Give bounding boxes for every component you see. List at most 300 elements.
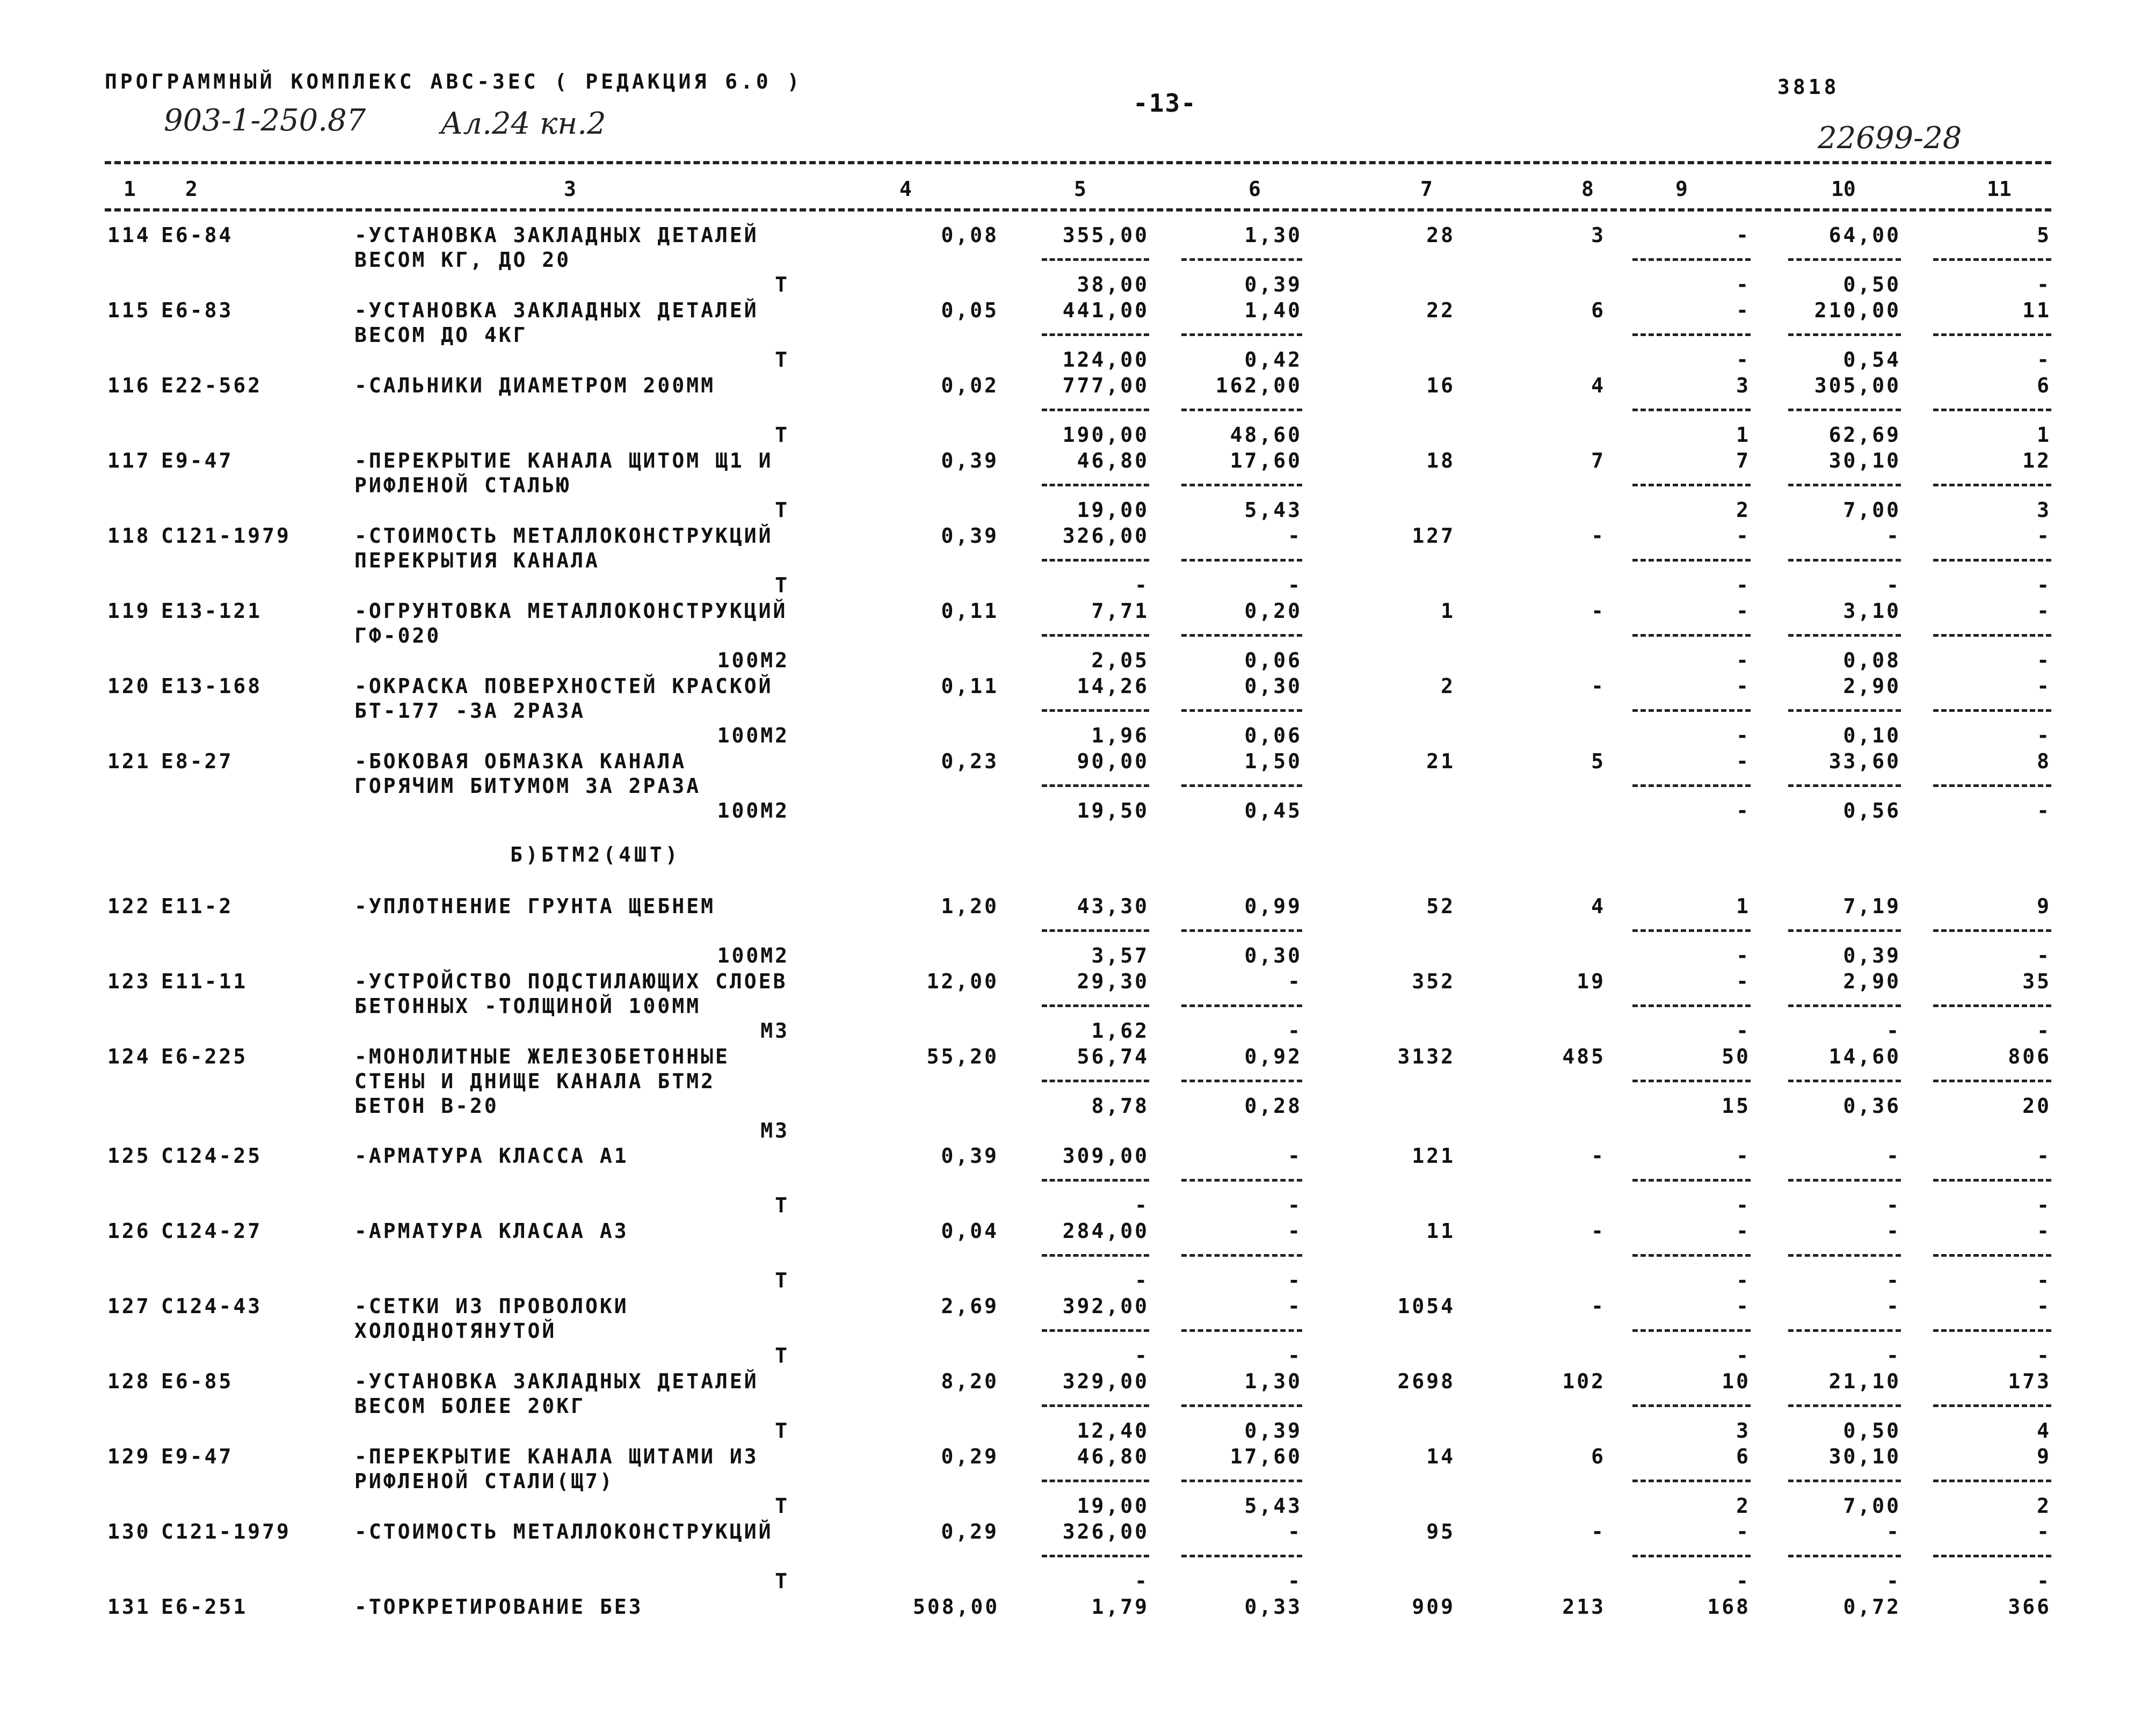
row-unit-price-2-b: - <box>1288 1193 1302 1217</box>
cell-separator <box>1632 929 1751 932</box>
cell-separator <box>1632 484 1751 486</box>
row-total-3-b: 15 <box>1722 1094 1751 1118</box>
row-unit-price-b: 12,40 <box>1077 1419 1149 1443</box>
col-header-6: 6 <box>1248 177 1261 201</box>
row-description-cont: БТ-177 -ЗА 2РАЗА <box>354 699 586 723</box>
cell-separator <box>1042 929 1149 932</box>
row-total-cost: 21 <box>1426 749 1455 773</box>
row-description: -ТОРКРЕТИРОВАНИЕ БЕЗ <box>354 1595 643 1619</box>
page-number: -13- <box>1133 89 1197 118</box>
cell-separator <box>1632 559 1751 562</box>
row-labor: 64,00 <box>1828 223 1901 247</box>
row-labor-b: 0,50 <box>1843 1419 1901 1443</box>
row-total-3: 1 <box>1736 894 1751 918</box>
row-labor-b: - <box>1886 1344 1901 1367</box>
row-total-2: 213 <box>1562 1595 1606 1619</box>
row-labor: 30,10 <box>1828 449 1901 472</box>
row-number: 118 <box>107 524 151 548</box>
row-code: Е6-251 <box>161 1595 248 1619</box>
cell-separator <box>1933 1004 2051 1007</box>
row-total-3: - <box>1736 1520 1751 1543</box>
row-labor-b: - <box>1886 1193 1901 1217</box>
row-total-3: - <box>1736 223 1751 247</box>
row-unit-price: 46,80 <box>1077 1445 1149 1468</box>
row-total-2: 5 <box>1591 749 1606 773</box>
row-description: -УПЛОТНЕНИЕ ГРУНТА ЩЕБНЕМ <box>354 894 715 918</box>
row-labor-total-b: - <box>2037 724 2051 747</box>
cell-separator <box>1933 1179 2051 1182</box>
row-unit-price-b: 190,00 <box>1062 423 1149 447</box>
row-total-cost: 95 <box>1426 1520 1455 1543</box>
cell-separator <box>1042 1254 1149 1257</box>
row-total-3-b: - <box>1736 944 1751 967</box>
row-description: -МОНОЛИТНЫЕ ЖЕЛЕЗОБЕТОННЫЕ <box>354 1045 730 1068</box>
row-total-2: 4 <box>1591 894 1606 918</box>
row-code: Е11-11 <box>161 970 248 993</box>
row-labor: 2,90 <box>1843 970 1901 993</box>
row-number: 122 <box>107 894 151 918</box>
column-header-row <box>105 173 2051 205</box>
row-code: Е6-85 <box>161 1369 234 1393</box>
cell-separator <box>1042 1555 1149 1557</box>
row-total-3-b: - <box>1736 724 1751 747</box>
cell-separator <box>1042 559 1149 562</box>
row-description: -БОКОВАЯ ОБМАЗКА КАНАЛА <box>354 749 687 773</box>
cell-separator <box>1933 1555 2051 1557</box>
cell-separator <box>1788 409 1901 411</box>
row-labor: 30,10 <box>1828 1445 1901 1468</box>
cell-separator <box>1788 1080 1901 1082</box>
row-number: 131 <box>107 1595 151 1619</box>
row-unit: Т <box>775 1344 789 1367</box>
row-number: 121 <box>107 749 151 773</box>
row-labor-total-b: - <box>2037 1019 2051 1043</box>
row-labor: 305,00 <box>1814 374 1901 397</box>
row-total-2: 19 <box>1577 970 1606 993</box>
row-description: -ОГРУНТОВКА МЕТАЛЛОКОНСТРУКЦИЙ <box>354 599 788 623</box>
row-unit: 100М2 <box>717 799 789 822</box>
row-labor: 33,60 <box>1828 749 1901 773</box>
row-unit-price: 309,00 <box>1062 1144 1149 1168</box>
row-labor-b: - <box>1886 1569 1901 1593</box>
row-unit-price-b: - <box>1135 1269 1149 1292</box>
row-labor-b: 0,50 <box>1843 273 1901 296</box>
doc-number: 3818 <box>1777 75 1840 99</box>
cell-separator <box>1933 333 2051 336</box>
cell-separator <box>1788 929 1901 932</box>
row-labor-total: 35 <box>2022 970 2051 993</box>
cell-separator <box>1042 1404 1149 1407</box>
handwritten-album-ref: Ал.24 кн.2 <box>440 106 606 141</box>
cell-separator <box>1181 1329 1302 1332</box>
row-labor: - <box>1886 1219 1901 1243</box>
cell-separator <box>1042 1004 1149 1007</box>
row-labor-b: 0,39 <box>1843 944 1901 967</box>
row-quantity: 8,20 <box>941 1369 999 1393</box>
row-description-cont: РИФЛЕНОЙ СТАЛИ(Щ7) <box>354 1469 614 1493</box>
cell-separator <box>1632 1480 1751 1482</box>
row-labor-total-b: - <box>2037 649 2051 672</box>
col-header-3: 3 <box>564 177 576 201</box>
cell-separator <box>1181 1179 1302 1182</box>
cell-separator <box>1181 559 1302 562</box>
cell-separator <box>1181 1555 1302 1557</box>
row-unit-price-b: 3,57 <box>1091 944 1149 967</box>
row-unit-price-2: 17,60 <box>1230 1445 1302 1468</box>
row-total-3: 168 <box>1707 1595 1751 1619</box>
row-unit-price-2-b: 0,06 <box>1244 724 1302 747</box>
cell-separator <box>1632 709 1751 712</box>
row-labor: - <box>1886 1294 1901 1318</box>
row-unit: Т <box>775 348 789 371</box>
cell-separator <box>1788 1179 1901 1182</box>
cell-separator <box>1788 784 1901 787</box>
row-code: Е13-168 <box>161 674 263 698</box>
row-unit-price-2: - <box>1288 524 1302 548</box>
row-total-3-b: - <box>1736 1569 1751 1593</box>
col-header-1: 1 <box>124 177 136 201</box>
row-unit-price: 14,26 <box>1077 674 1149 698</box>
cell-separator <box>1042 258 1149 261</box>
row-labor-total: - <box>2037 1144 2051 1168</box>
row-total-cost: 121 <box>1412 1144 1455 1168</box>
row-description-cont: РИФЛЕНОЙ СТАЛЬЮ <box>354 473 571 497</box>
cell-separator <box>1042 1480 1149 1482</box>
row-labor-total: 8 <box>2037 749 2051 773</box>
row-labor-total: - <box>2037 599 2051 623</box>
row-unit: Т <box>775 273 789 296</box>
header-rule-bottom <box>105 208 2051 212</box>
cell-separator <box>1933 929 2051 932</box>
row-unit-price-2: - <box>1288 970 1302 993</box>
row-unit-price-2-b: - <box>1288 1569 1302 1593</box>
cell-separator <box>1933 1254 2051 1257</box>
row-labor-total: - <box>2037 1294 2051 1318</box>
row-labor-b: 62,69 <box>1828 423 1901 447</box>
row-total-2: - <box>1591 1219 1606 1243</box>
row-unit-price-2: 0,92 <box>1244 1045 1302 1068</box>
row-unit: М3 <box>760 1119 789 1142</box>
row-labor-total: - <box>2037 1520 2051 1543</box>
row-total-2: 6 <box>1591 1445 1606 1468</box>
cell-separator <box>1933 409 2051 411</box>
cell-separator <box>1933 784 2051 787</box>
cell-separator <box>1788 1555 1901 1557</box>
row-unit: 100М2 <box>717 944 789 967</box>
row-description-cont: БЕТОН В-20 <box>354 1094 499 1118</box>
cell-separator <box>1933 1480 2051 1482</box>
row-code: С124-25 <box>161 1144 263 1168</box>
row-number: 125 <box>107 1144 151 1168</box>
row-labor-total: 6 <box>2037 374 2051 397</box>
row-unit-price: 284,00 <box>1062 1219 1149 1243</box>
row-labor-total-b: 4 <box>2037 1419 2051 1443</box>
cell-separator <box>1042 409 1149 411</box>
row-unit-price-b: 19,00 <box>1077 1494 1149 1518</box>
row-labor-total-b: 2 <box>2037 1494 2051 1518</box>
row-total-3-b: - <box>1736 1344 1751 1367</box>
row-labor-total: - <box>2037 524 2051 548</box>
row-number: 124 <box>107 1045 151 1068</box>
cell-separator <box>1181 1254 1302 1257</box>
row-code: Е8-27 <box>161 749 234 773</box>
col-header-10: 10 <box>1831 177 1856 201</box>
row-quantity: 55,20 <box>926 1045 999 1068</box>
row-total-2: - <box>1591 1144 1606 1168</box>
row-description-cont: ГОРЯЧИМ БИТУМОМ ЗА 2РАЗА <box>354 774 701 798</box>
row-unit-price: 7,71 <box>1091 599 1149 623</box>
section-title: Б)БТМ2(4ШТ) <box>510 843 681 866</box>
cell-separator <box>1632 1329 1751 1332</box>
row-quantity: 0,29 <box>941 1520 999 1543</box>
row-number: 119 <box>107 599 151 623</box>
row-number: 129 <box>107 1445 151 1468</box>
row-quantity: 0,04 <box>941 1219 999 1243</box>
row-total-2: - <box>1591 524 1606 548</box>
row-unit-price: 777,00 <box>1062 374 1149 397</box>
cell-separator <box>1788 1480 1901 1482</box>
cell-separator <box>1181 333 1302 336</box>
row-unit-price: 441,00 <box>1062 298 1149 322</box>
row-total-3: 3 <box>1736 374 1751 397</box>
row-code: Е9-47 <box>161 449 234 472</box>
row-unit-price-b: - <box>1135 1193 1149 1217</box>
cell-separator <box>1181 1004 1302 1007</box>
row-unit-price: 355,00 <box>1062 223 1149 247</box>
row-total-2: 102 <box>1562 1369 1606 1393</box>
row-description: -ПЕРЕКРЫТИЕ КАНАЛА ЩИТАМИ ИЗ <box>354 1445 759 1468</box>
row-unit-price: 90,00 <box>1077 749 1149 773</box>
row-description: -АРМАТУРА КЛАСАА А3 <box>354 1219 629 1243</box>
cell-separator <box>1788 634 1901 637</box>
row-number: 115 <box>107 298 151 322</box>
cell-separator <box>1042 1179 1149 1182</box>
row-total-3: 7 <box>1736 449 1751 472</box>
row-labor-total: - <box>2037 1219 2051 1243</box>
row-total-cost: 3132 <box>1397 1045 1455 1068</box>
col-header-4: 4 <box>899 177 912 201</box>
row-total-cost: 52 <box>1426 894 1455 918</box>
row-total-cost: 1 <box>1441 599 1455 623</box>
cell-separator <box>1632 1555 1751 1557</box>
row-total-3-b: 2 <box>1736 1494 1751 1518</box>
row-total-3: - <box>1736 674 1751 698</box>
row-labor: - <box>1886 1520 1901 1543</box>
row-quantity: 2,69 <box>941 1294 999 1318</box>
row-quantity: 0,23 <box>941 749 999 773</box>
row-total-3-b: - <box>1736 1269 1751 1292</box>
row-labor: 0,72 <box>1843 1595 1901 1619</box>
row-total-cost: 909 <box>1412 1595 1455 1619</box>
row-quantity: 0,05 <box>941 298 999 322</box>
cell-separator <box>1788 1404 1901 1407</box>
row-code: С121-1979 <box>161 524 291 548</box>
row-unit-price-2-b: 5,43 <box>1244 498 1302 522</box>
row-unit-price-b: 1,62 <box>1091 1019 1149 1043</box>
row-total-3: 10 <box>1722 1369 1751 1393</box>
row-labor-total: 9 <box>2037 894 2051 918</box>
cell-separator <box>1788 1254 1901 1257</box>
row-labor-total-b: 3 <box>2037 498 2051 522</box>
cell-separator <box>1181 634 1302 637</box>
row-total-3: - <box>1736 970 1751 993</box>
row-description: -САЛЬНИКИ ДИАМЕТРОМ 200ММ <box>354 374 715 397</box>
row-labor: 210,00 <box>1814 298 1901 322</box>
row-unit-price-2: - <box>1288 1144 1302 1168</box>
row-labor: 3,10 <box>1843 599 1901 623</box>
cell-separator <box>1181 484 1302 486</box>
row-labor: - <box>1886 1144 1901 1168</box>
row-quantity: 0,39 <box>941 449 999 472</box>
cell-separator <box>1181 1404 1302 1407</box>
row-labor-total-b: - <box>2037 1344 2051 1367</box>
row-quantity: 0,08 <box>941 223 999 247</box>
row-description-cont: БЕТОННЫХ -ТОЛЩИНОЙ 100ММ <box>354 994 701 1018</box>
row-labor-total-b: - <box>2037 573 2051 597</box>
row-number: 120 <box>107 674 151 698</box>
row-total-2: 6 <box>1591 298 1606 322</box>
row-total-cost: 352 <box>1412 970 1455 993</box>
cell-separator <box>1632 1080 1751 1082</box>
row-total-cost: 2 <box>1441 674 1455 698</box>
cell-separator <box>1788 1329 1901 1332</box>
row-code: Е6-84 <box>161 223 234 247</box>
row-total-3-b: - <box>1736 1019 1751 1043</box>
row-total-cost: 127 <box>1412 524 1455 548</box>
row-unit: Т <box>775 1419 789 1443</box>
row-unit-price-2: - <box>1288 1294 1302 1318</box>
row-total-3: - <box>1736 1294 1751 1318</box>
cell-separator <box>1933 559 2051 562</box>
row-description-cont: СТЕНЫ И ДНИЩЕ КАНАЛА БТМ2 <box>354 1069 715 1093</box>
row-labor-total: 11 <box>2022 298 2051 322</box>
row-labor-total-b: - <box>2037 1269 2051 1292</box>
row-total-cost: 1054 <box>1397 1294 1455 1318</box>
row-unit-price-2-b: 0,06 <box>1244 649 1302 672</box>
row-unit-price-2: - <box>1288 1520 1302 1543</box>
row-labor-total: 9 <box>2037 1445 2051 1468</box>
row-total-2: - <box>1591 1520 1606 1543</box>
row-description: -УСТРОЙСТВО ПОДСТИЛАЮЩИХ СЛОЕВ <box>354 970 788 993</box>
handwritten-registry-number: 22699-28 <box>1818 121 1962 156</box>
row-unit-price-b: 1,96 <box>1091 724 1149 747</box>
row-unit-price: 56,74 <box>1077 1045 1149 1068</box>
row-unit-price-b: 2,05 <box>1091 649 1149 672</box>
row-quantity: 0,39 <box>941 1144 999 1168</box>
cell-separator <box>1933 709 2051 712</box>
row-labor-b: 0,36 <box>1843 1094 1901 1118</box>
cell-separator <box>1788 709 1901 712</box>
row-total-cost: 16 <box>1426 374 1455 397</box>
row-description-cont: ГФ-020 <box>354 624 441 647</box>
row-unit-price-b: - <box>1135 1569 1149 1593</box>
row-unit-price-2-b: 0,28 <box>1244 1094 1302 1118</box>
row-code: Е22-562 <box>161 374 263 397</box>
cell-separator <box>1042 1329 1149 1332</box>
cell-separator <box>1181 709 1302 712</box>
row-unit: М3 <box>760 1019 789 1043</box>
row-labor-b: 0,56 <box>1843 799 1901 822</box>
row-number: 123 <box>107 970 151 993</box>
row-labor-total-b: - <box>2037 799 2051 822</box>
row-total-3: 6 <box>1736 1445 1751 1468</box>
row-unit-price-2: 1,30 <box>1244 1369 1302 1393</box>
row-total-3-b: - <box>1736 573 1751 597</box>
row-total-3-b: - <box>1736 799 1751 822</box>
row-unit-price-b: 8,78 <box>1091 1094 1149 1118</box>
row-unit: 100М2 <box>717 724 789 747</box>
row-total-2: - <box>1591 1294 1606 1318</box>
row-labor-b: 0,10 <box>1843 724 1901 747</box>
row-labor: 21,10 <box>1828 1369 1901 1393</box>
row-total-3: - <box>1736 599 1751 623</box>
row-number: 126 <box>107 1219 151 1243</box>
row-description-cont: ВЕСОМ ДО 4КГ <box>354 323 528 347</box>
cell-separator <box>1632 1179 1751 1182</box>
row-quantity: 0,29 <box>941 1445 999 1468</box>
row-description: -УСТАНОВКА ЗАКЛАДНЫХ ДЕТАЛЕЙ <box>354 1369 759 1393</box>
row-total-3: - <box>1736 524 1751 548</box>
col-header-5: 5 <box>1074 177 1086 201</box>
cell-separator <box>1632 1404 1751 1407</box>
row-unit-price-2-b: - <box>1288 1269 1302 1292</box>
row-unit-price-2-b: 0,30 <box>1244 944 1302 967</box>
row-unit-price-2: 162,00 <box>1215 374 1302 397</box>
row-labor-total-b: - <box>2037 1569 2051 1593</box>
cell-separator <box>1933 1080 2051 1082</box>
row-quantity: 508,00 <box>913 1595 1000 1619</box>
cell-separator <box>1181 1480 1302 1482</box>
row-total-3-b: - <box>1736 348 1751 371</box>
row-description: -СЕТКИ ИЗ ПРОВОЛОКИ <box>354 1294 629 1318</box>
row-unit-price-b: 124,00 <box>1062 348 1149 371</box>
row-labor-b: 7,00 <box>1843 498 1901 522</box>
row-number: 117 <box>107 449 151 472</box>
row-number: 130 <box>107 1520 151 1543</box>
row-description: -ПЕРЕКРЫТИЕ КАНАЛА ЩИТОМ Щ1 И <box>354 449 773 472</box>
row-unit: Т <box>775 498 789 522</box>
row-unit-price-2-b: - <box>1288 573 1302 597</box>
col-header-11: 11 <box>1987 177 2012 201</box>
row-labor: 14,60 <box>1828 1045 1901 1068</box>
row-labor-b: - <box>1886 573 1901 597</box>
handwritten-project-code: 903-1-250.87 <box>164 103 366 138</box>
row-description-cont: ПЕРЕКРЫТИЯ КАНАЛА <box>354 549 600 572</box>
cell-separator <box>1933 1329 2051 1332</box>
row-quantity: 12,00 <box>926 970 999 993</box>
row-labor-total-b: - <box>2037 348 2051 371</box>
row-total-2: 7 <box>1591 449 1606 472</box>
row-total-cost: 18 <box>1426 449 1455 472</box>
row-unit-price-b: 19,50 <box>1077 799 1149 822</box>
row-labor-total: 806 <box>2008 1045 2051 1068</box>
cell-separator <box>1181 258 1302 261</box>
row-code: Е6-225 <box>161 1045 248 1068</box>
row-total-3: - <box>1736 1144 1751 1168</box>
header-rule-top <box>105 161 2051 164</box>
row-unit-price-2: 17,60 <box>1230 449 1302 472</box>
row-labor-total-b: 20 <box>2022 1094 2051 1118</box>
row-quantity: 1,20 <box>941 894 999 918</box>
program-header: ПРОГРАММНЫЙ КОМПЛЕКС АВС-3ЕС ( РЕДАКЦИЯ 6.0 ) <box>105 70 803 93</box>
cell-separator <box>1042 1080 1149 1082</box>
row-labor-b: 7,00 <box>1843 1494 1901 1518</box>
col-header-8: 8 <box>1581 177 1594 201</box>
row-unit-price-2: - <box>1288 1219 1302 1243</box>
row-labor-total: 12 <box>2022 449 2051 472</box>
col-header-2: 2 <box>185 177 198 201</box>
row-unit-price: 326,00 <box>1062 1520 1149 1543</box>
